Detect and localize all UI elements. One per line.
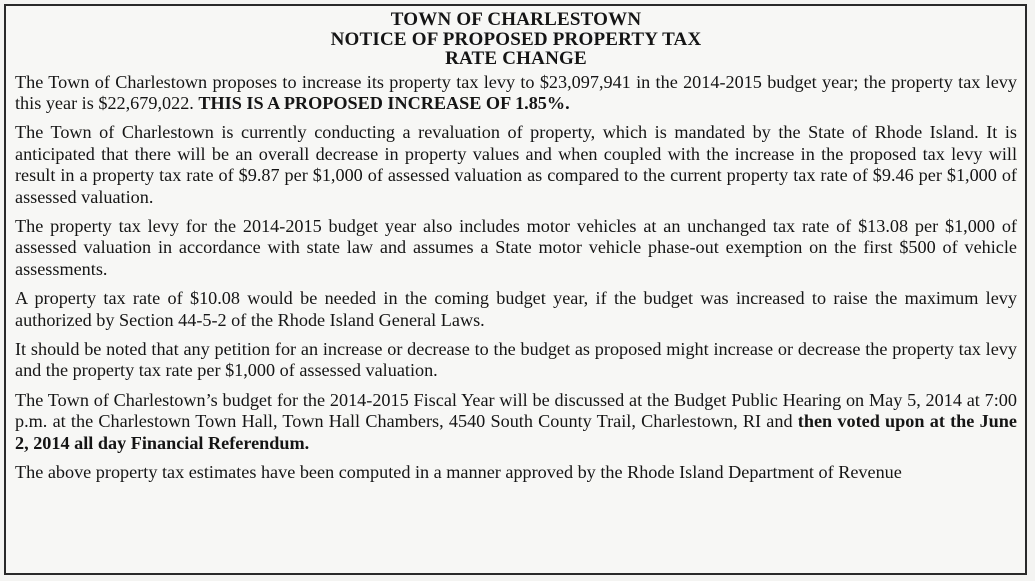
title-line-1: TOWN OF CHARLESTOWN [390, 9, 642, 30]
public-hearing-text: The Town of Charlestown’s budget for the 2014-2015 Fiscal Year will be discussed at the Budget Public Hearing on May 5, 2014 at 7:00 p.m. at the Charlestown Town Hall, Town Hall Chambers, 4540 South County Trail, Charlestown, RI and [15, 389, 1017, 432]
title-line-2: NOTICE OF PROPOSED PROPERTY TAX [330, 28, 702, 50]
paragraph-petition: It should be noted that any petition for an increase or decrease to the budget as proposed might increase or decrease the property tax levy and the property tax rate per $1,000 of assessed valuation. [15, 338, 1017, 381]
paragraph-revaluation: The Town of Charlestown is currently conducting a revaluation of property, which is mandated by the State of Rhode Island. It is anticipated that there will be an overall decrease in property values and when coupled with the increase in the proposed tax levy will result in a property tax rate of $9.87 per $1,000 of assessed valuation as compared to the current property tax rate of $9.46 per $1,000 of assessed valuation. [15, 122, 1017, 207]
paragraph-estimates-approval: The above property tax estimates have been computed in a manner approved by the Rhode Island Department of Revenue [15, 462, 902, 482]
paragraph-levy-increase [15, 72, 1017, 115]
referendum-emphasis: then voted upon at the June 2, 2014 all day Financial Referendum. [15, 411, 1017, 453]
paragraph-maximum-levy: A property tax rate of $10.08 would be needed in the coming budget year, if the budget was increased to raise the maximum levy authorized by Section 44-5-2 of the Rhode Island General Laws. [15, 288, 1017, 330]
notice-heading [15, 10, 1017, 69]
proposed-increase-emphasis: THIS IS A PROPOSED INCREASE OF 1.85%. [198, 92, 570, 113]
title-line-3: RATE CHANGE [445, 48, 587, 69]
tax-notice [4, 4, 1027, 575]
levy-increase-text: The Town of Charlestown proposes to increase its property tax levy to $23,097,941 in the 2014-2015 budget year; the property tax levy this year is $22,679,022. [15, 71, 1017, 113]
paragraph-public-hearing [15, 390, 1017, 454]
paragraph-motor-vehicles: The property tax levy for the 2014-2015 budget year also includes motor vehicles at an unchanged tax rate of $13.08 per $1,000 of assessed valuation in accordance with state law and assumes a State motor vehicle phase-out exemption on the first $500 of vehicle assessments. [15, 215, 1017, 279]
